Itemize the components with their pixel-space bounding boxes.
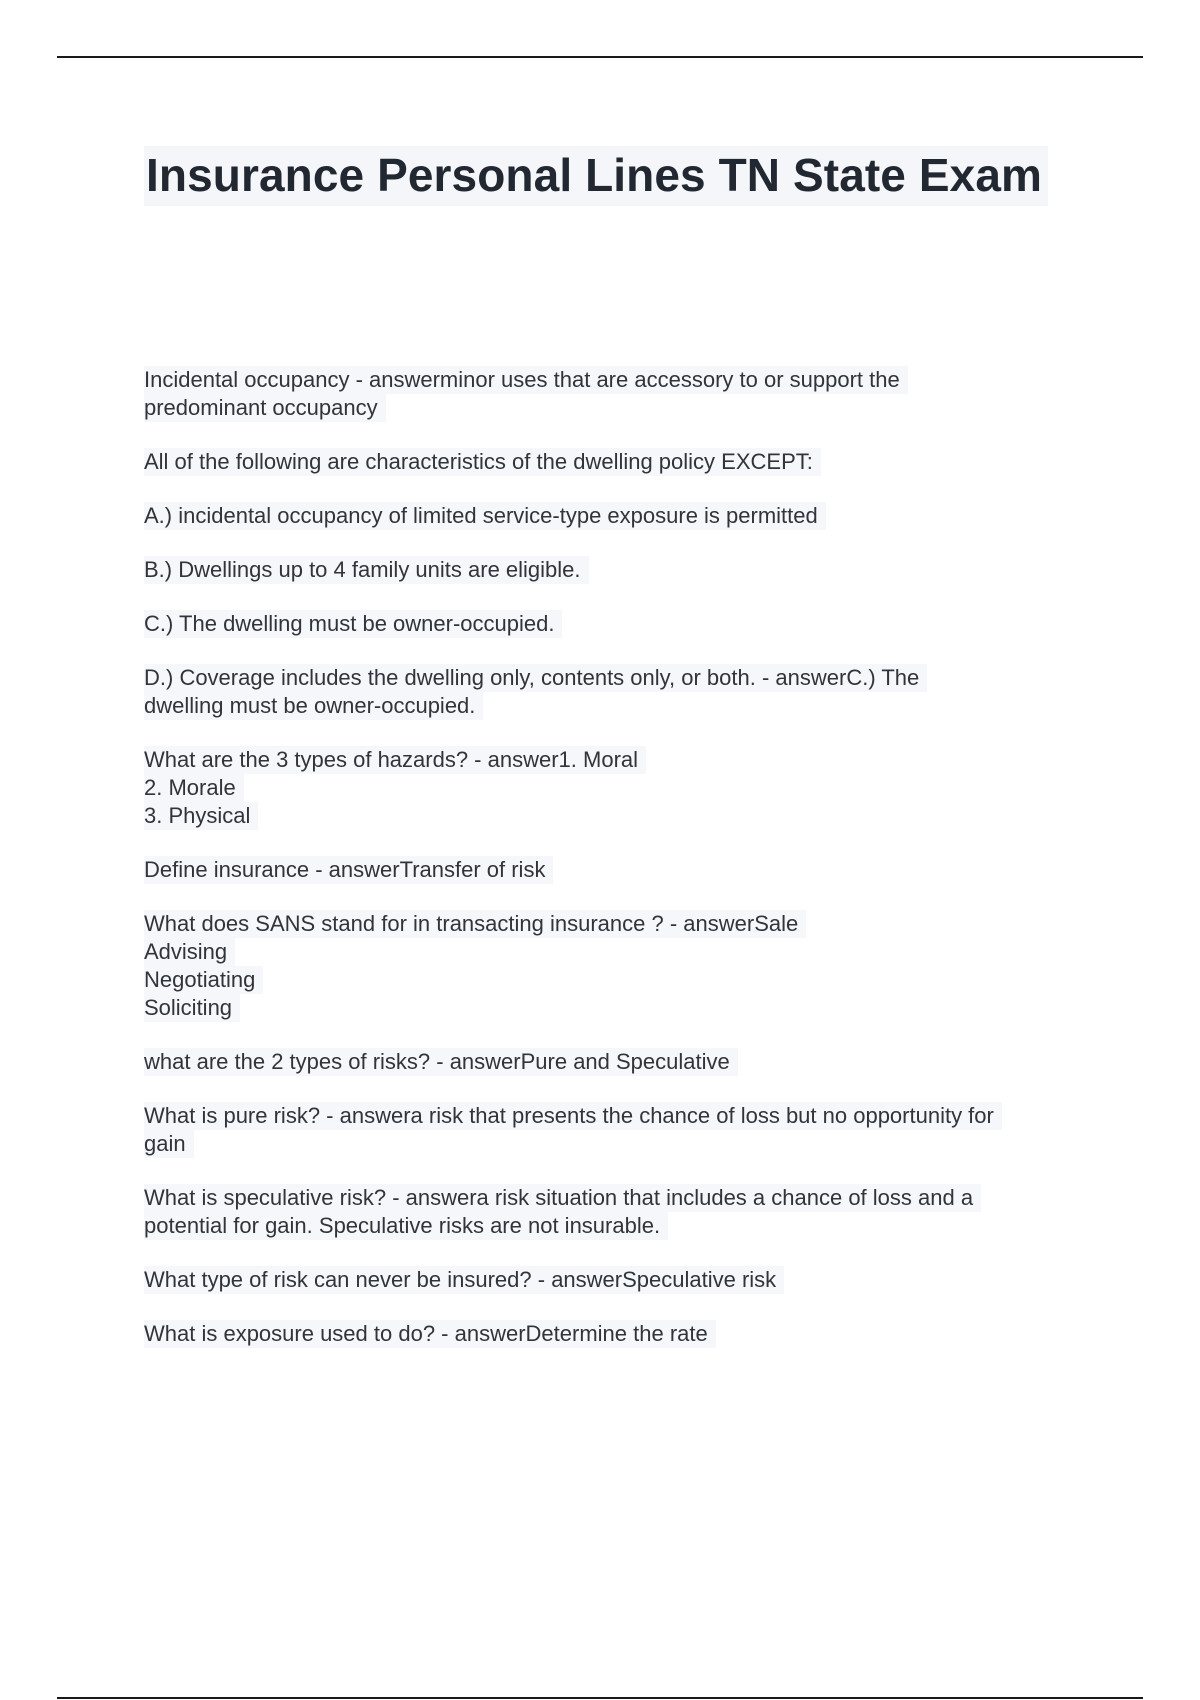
top-divider [57,56,1143,58]
qa-define-insurance [144,856,1089,884]
text-line: D.) Coverage includes the dwelling only, contents only, or both. - answerC.) The [144,664,927,692]
text-line: Soliciting [144,994,240,1022]
text-line: Incidental occupancy - answerminor uses that are accessory to or support the [144,366,908,394]
qa-incidental-occupancy [144,366,1089,422]
text-line: dwelling must be owner-occupied. [144,692,483,720]
text-line: What does SANS stand for in transacting insurance ? - answerSale [144,910,806,938]
document-body [144,366,1089,1374]
qa-hazards [144,746,1089,830]
qa-uninsurable-risk [144,1266,1089,1294]
text-line: What type of risk can never be insured? - answerSpeculative risk [144,1266,784,1294]
qa-pure-risk [144,1102,1089,1158]
text-line: What are the 3 types of hazards? - answer1. Moral [144,746,646,774]
qa-sans [144,910,1089,1022]
text-line: 2. Morale [144,774,244,802]
text-line: What is speculative risk? - answera risk situation that includes a chance of loss and a [144,1184,981,1212]
qa-types-of-risks [144,1048,1089,1076]
bottom-divider [57,1697,1143,1699]
text-line: A.) incidental occupancy of limited service-type exposure is permitted [144,502,826,530]
option-d-answer [144,664,1089,720]
page-title: Insurance Personal Lines TN State Exam [144,146,1048,206]
text-line: Negotiating [144,966,263,994]
text-line: C.) The dwelling must be owner-occupied. [144,610,562,638]
text-line: What is pure risk? - answera risk that presents the chance of loss but no opportunity for [144,1102,1002,1130]
qa-exposure [144,1320,1089,1348]
text-line: All of the following are characteristics of the dwelling policy EXCEPT: [144,448,821,476]
text-line: Advising [144,938,235,966]
text-line: what are the 2 types of risks? - answerPure and Speculative [144,1048,738,1076]
option-c [144,610,1089,638]
text-line: B.) Dwellings up to 4 family units are eligible. [144,556,589,584]
qa-speculative-risk [144,1184,1089,1240]
text-line: predominant occupancy [144,394,386,422]
text-line: What is exposure used to do? - answerDetermine the rate [144,1320,716,1348]
text-line: potential for gain. Speculative risks are not insurable. [144,1212,668,1240]
text-line: gain [144,1130,194,1158]
question-dwelling-policy [144,448,1089,476]
option-a [144,502,1089,530]
option-b [144,556,1089,584]
text-line: 3. Physical [144,802,258,830]
text-line: Define insurance - answerTransfer of risk [144,856,553,884]
